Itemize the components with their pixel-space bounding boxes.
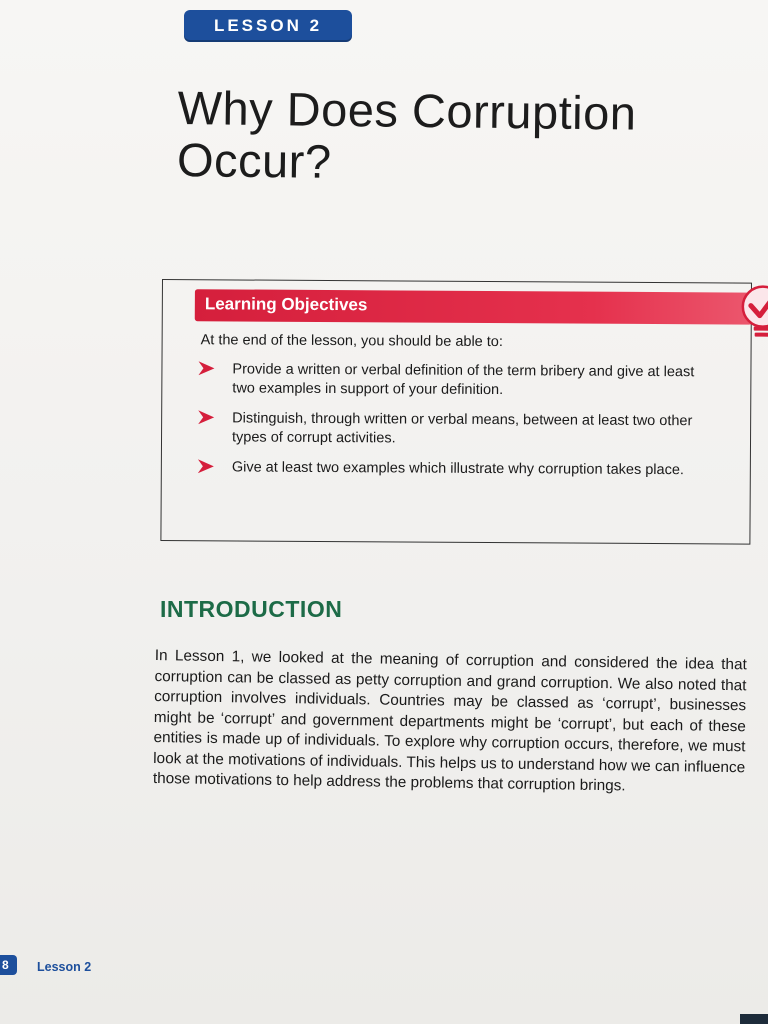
page-number-label: 8 [2, 958, 9, 972]
lesson-badge [184, 10, 352, 42]
learning-objectives-title: Learning Objectives [204, 294, 368, 315]
objective-item-1 [198, 360, 708, 401]
red-arrow-icon [198, 410, 214, 424]
page-edge-decoration [740, 1014, 768, 1024]
page-title [177, 82, 763, 193]
objective-text: Give at least two examples which illustrate why corruption takes place. [231, 459, 685, 479]
objective-item-2 [198, 409, 708, 450]
title-line-2: Occur? [176, 132, 332, 188]
objective-item-3 [198, 458, 708, 480]
footer-lesson-label: Lesson 2 [37, 960, 92, 974]
red-arrow-icon [198, 361, 214, 375]
objective-text: Provide a written or verbal definition of the term bribery and give at least two examples in support of your definition. [232, 361, 695, 399]
lightbulb-check-icon [735, 283, 768, 341]
learning-objectives-intro: At the end of the lesson, you should be able to: [200, 332, 503, 351]
lesson-badge-label: LESSON 2 [213, 16, 323, 35]
learning-objectives-list [198, 360, 709, 491]
introduction-heading: INTRODUCTION [160, 596, 343, 622]
learning-objectives-box [160, 279, 752, 545]
page-number [0, 955, 17, 975]
introduction-body: In Lesson 1, we looked at the meaning of corruption and considered the idea that corruption can be classed as petty corruption and grand corruption. We also noted that corruption involves individuals. Countries may be classed as ‘corrupt’, businesses might be ‘corrupt’ and government departments might be ‘corrupt’, but each of these entities is made up of individuals. To explore why corruption occurs, therefore, we must look at the motivations of individuals. This helps us to understand how we can influence those motivations to help address the problems that corruption brings. [152, 646, 747, 795]
title-line-1: Why Does Corruption [177, 81, 637, 140]
objective-text: Distinguish, through written or verbal means, between at least two other types of corrupt activities. [231, 410, 693, 447]
learning-objectives-header [195, 289, 765, 324]
red-arrow-icon [198, 459, 214, 473]
